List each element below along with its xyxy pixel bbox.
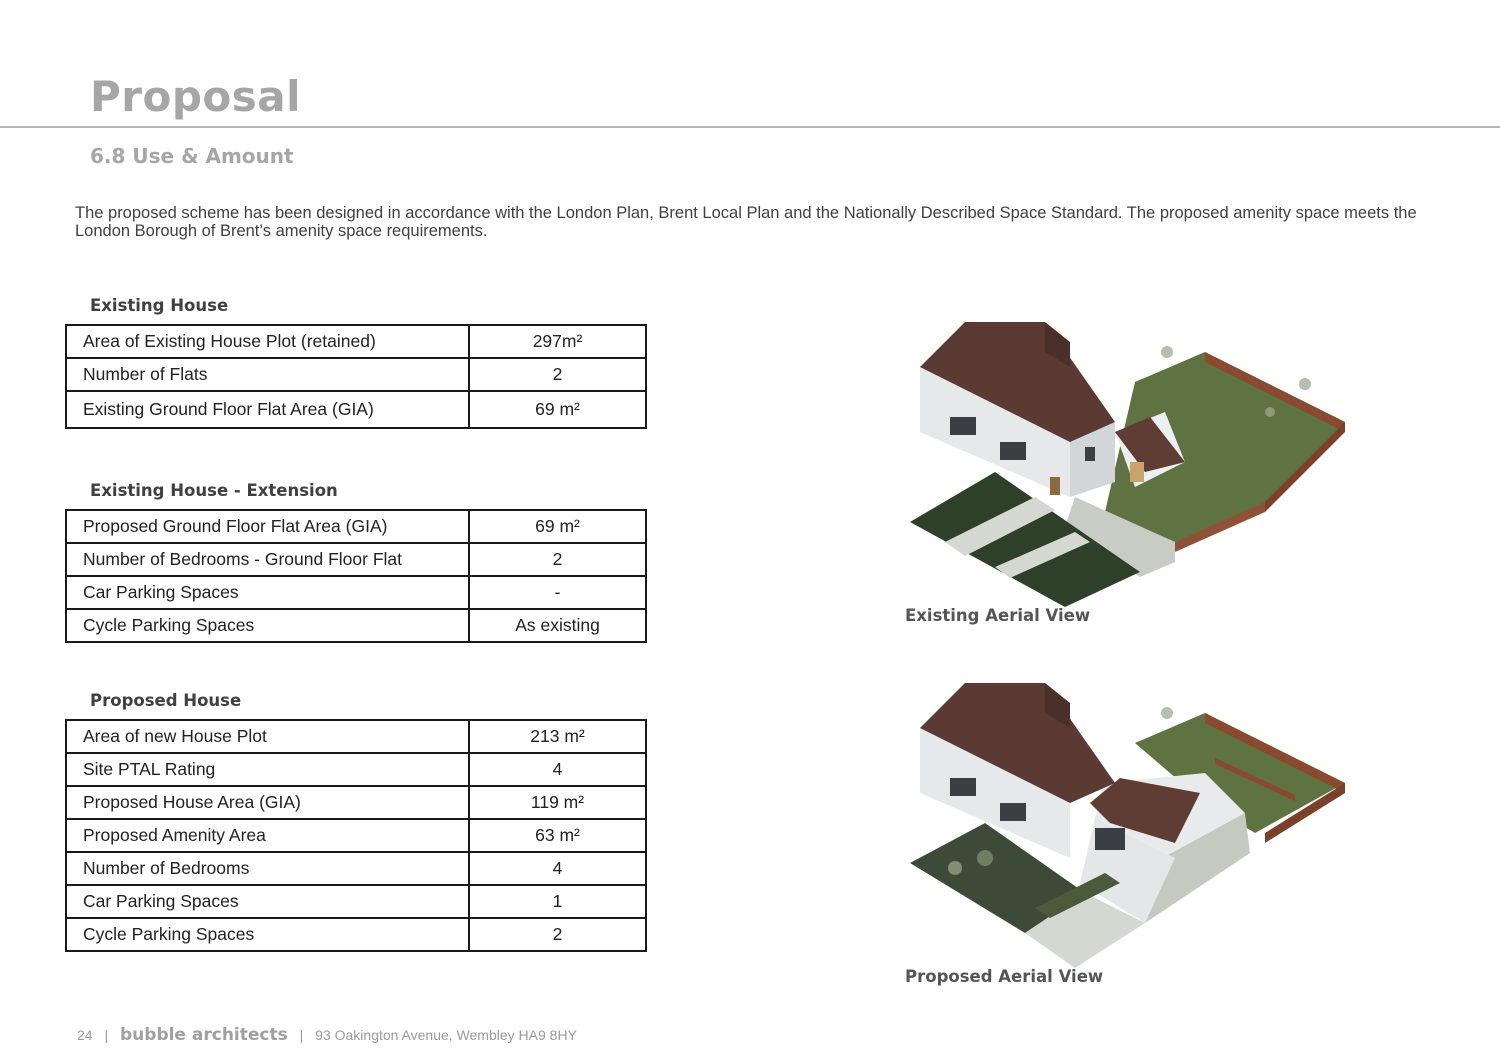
- existing-house-heading: Existing House: [90, 296, 229, 315]
- row-value: 1: [469, 885, 646, 918]
- row-label: Area of Existing House Plot (retained): [66, 325, 469, 358]
- row-value: 4: [469, 852, 646, 885]
- existing-view-caption: Existing Aerial View: [905, 606, 1091, 625]
- row-label: Proposed Ground Floor Flat Area (GIA): [66, 510, 469, 543]
- door: [1050, 477, 1060, 495]
- row-value: 69 m²: [469, 510, 646, 543]
- row-value: 4: [469, 753, 646, 786]
- shrub: [977, 850, 993, 866]
- row-value: -: [469, 576, 646, 609]
- row-value: 297m²: [469, 325, 646, 358]
- row-label: Cycle Parking Spaces: [66, 609, 469, 642]
- table-row: [66, 918, 646, 951]
- row-label: Area of new House Plot: [66, 720, 469, 753]
- page-title: Proposal: [90, 72, 302, 121]
- row-label: Cycle Parking Spaces: [66, 918, 469, 951]
- row-label: Proposed House Area (GIA): [66, 786, 469, 819]
- footer-separator: |: [104, 1027, 109, 1043]
- footer-separator: |: [299, 1027, 304, 1043]
- existing-house-table: [65, 324, 647, 429]
- row-label: Number of Bedrooms - Ground Floor Flat: [66, 543, 469, 576]
- row-value: 2: [469, 543, 646, 576]
- extension-table: [65, 509, 647, 643]
- row-value: 2: [469, 358, 646, 391]
- proposed-view-caption: Proposed Aerial View: [905, 967, 1104, 986]
- row-value: 2: [469, 918, 646, 951]
- tree: [1299, 378, 1311, 390]
- section-heading: 6.8 Use & Amount: [90, 144, 294, 168]
- table-row: [66, 543, 646, 576]
- row-value: 63 m²: [469, 819, 646, 852]
- row-value: 69 m²: [469, 391, 646, 428]
- window: [1095, 828, 1125, 850]
- page-number: 24: [77, 1027, 93, 1043]
- row-label: Number of Flats: [66, 358, 469, 391]
- window: [950, 778, 976, 796]
- window: [1085, 447, 1095, 461]
- table-row: [66, 786, 646, 819]
- row-value: As existing: [469, 609, 646, 642]
- table-row: [66, 358, 646, 391]
- footer-brand: bubble architects: [120, 1025, 288, 1045]
- table-row: [66, 885, 646, 918]
- proposed-house-table: [65, 719, 647, 952]
- table-row: [66, 852, 646, 885]
- intro-paragraph: The proposed scheme has been designed in accordance with the London Plan, Brent Local Plan and the Nationally Described Space Standard. The proposed amenity space meets the London Borough of Brent’s amenity space requirements.: [75, 204, 1417, 240]
- proposed-aerial-view-image: [905, 683, 1350, 973]
- title-divider: [0, 126, 1500, 128]
- shrub: [948, 861, 962, 875]
- existing-aerial-view-image: [905, 322, 1350, 612]
- row-label: Car Parking Spaces: [66, 885, 469, 918]
- proposed-house-heading: Proposed House: [90, 691, 242, 710]
- row-label: Proposed Amenity Area: [66, 819, 469, 852]
- table-row: [66, 576, 646, 609]
- table-row: [66, 609, 646, 642]
- table-row: [66, 819, 646, 852]
- table-row: [66, 391, 646, 428]
- extension-heading: Existing House - Extension: [90, 481, 338, 500]
- door: [1130, 462, 1144, 482]
- row-value: 213 m²: [469, 720, 646, 753]
- tree: [1265, 407, 1275, 417]
- row-label: Existing Ground Floor Flat Area (GIA): [66, 391, 469, 428]
- table-row: [66, 510, 646, 543]
- row-label: Number of Bedrooms: [66, 852, 469, 885]
- table-row: [66, 720, 646, 753]
- page-footer: [77, 1025, 577, 1045]
- table-row: [66, 325, 646, 358]
- window: [1000, 442, 1026, 460]
- row-value: 119 m²: [469, 786, 646, 819]
- window: [950, 417, 976, 435]
- footer-address: 93 Oakington Avenue, Wembley HA9 8HY: [315, 1027, 577, 1043]
- tree: [1161, 346, 1173, 358]
- window: [1000, 803, 1026, 821]
- tree: [1161, 707, 1173, 719]
- row-label: Car Parking Spaces: [66, 576, 469, 609]
- table-row: [66, 753, 646, 786]
- row-label: Site PTAL Rating: [66, 753, 469, 786]
